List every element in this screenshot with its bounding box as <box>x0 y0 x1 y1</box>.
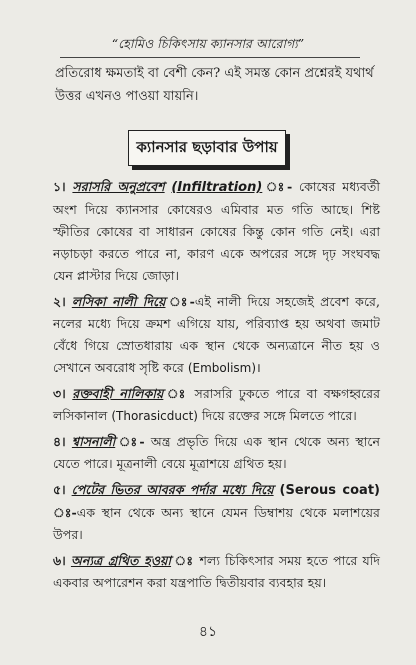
item-text-english: (Thorasicduct) <box>111 409 198 423</box>
header-rule <box>60 57 360 58</box>
list-item-4 <box>53 431 380 475</box>
item-term: সরাসরি অনুপ্রবেশ <box>72 179 165 194</box>
item-separator: ঃ- <box>115 434 145 449</box>
item-term: পেটের ভিতর আবরক পর্দার মধ্যে দিয়ে <box>71 482 274 497</box>
item-number: ৬। <box>53 553 66 568</box>
list-item-5 <box>53 479 380 546</box>
item-number: ৫। <box>53 482 66 497</box>
page-number: ৪১ <box>198 624 218 640</box>
list-item-2 <box>53 291 380 379</box>
item-number: ১। <box>53 179 66 194</box>
item-text-english: (Embolism) <box>187 361 257 375</box>
section-title: ক্যানসার ছড়াবার উপায় <box>128 130 286 166</box>
item-text: সরাসরি ঢুকতে পারে বা বক্ষগহ্বরের লসিকানাল <box>53 386 381 423</box>
item-term: শ্বাসনালী <box>71 434 116 449</box>
item-number: ২। <box>53 294 66 309</box>
item-term-english: (Infiltration) <box>171 180 263 195</box>
item-text-end: দিয়ে রক্তের সঙ্গে মিলতে পারে। <box>197 408 357 423</box>
item-term: লসিকা নালী দিয়ে <box>71 294 166 309</box>
item-text: কোষের মধ্যবর্তী অংশ দিয়ে ক্যানসার কোষেরও এমিবার মত গতি আছে। শিষ্ট স্ফীতির কোষের বা সাধারন কোষের কিন্তু কোন গতি নেই। এরা নড়াচড়া করতে পারে না, কারণ একে অপরের সঙ্গে দৃঢ় সংঘবদ্ধ যেন প্লাস্টার দিয়ে জোড়া। <box>53 179 380 283</box>
item-number: ৩। <box>53 386 66 401</box>
running-header: “হোমিও চিকিৎসায় ক্যানসার আরোগ্য” <box>111 36 305 51</box>
list-item-1 <box>53 176 380 287</box>
item-number: ৪। <box>53 434 66 449</box>
item-separator: ঃ <box>171 553 195 568</box>
item-separator: ঃ <box>163 386 188 401</box>
section-title-box <box>128 130 288 168</box>
item-separator: ঃ- <box>53 505 77 520</box>
list-item-3 <box>53 383 380 427</box>
item-text: এই নালী দিয়ে সহজেই প্রবেশ করে, নলের মধ্যে দিয়ে ক্রমশ এগিয়ে যায়, পরিব্যাপ্ত হয় অথবা জমাট বেঁধে গিয়ে স্রোতধারায় এক স্থান থেকে অন্যত্রানে নীত হয় ও সেখানে অবরোধ সৃষ্টি করে <box>53 294 380 375</box>
item-term-english: (Serous coat) <box>279 483 380 498</box>
item-text: শল্য চিকিৎসার সময় হতে পারে যদি একবার অপারেশন করা যন্ত্রপাতি দ্বিতীয়বার ব্যবহার হয়। <box>53 553 380 590</box>
item-separator: ঃ- <box>165 294 195 309</box>
item-text: এক স্থান থেকে অন্য স্থানে যেমন ডিম্বাশয় থেকে মলাশয়ের উপর। <box>53 505 380 542</box>
list-item-6 <box>53 550 380 594</box>
item-term: রক্তবাহী নালিকায় <box>72 386 164 401</box>
item-term: অন্যত্র গ্রথিত হওয়া <box>70 553 172 568</box>
item-text-end: । <box>256 360 261 375</box>
intro-paragraph: প্রতিরোধ ক্ষমতাই বা বেশী কেন? এই সমস্ত কোন প্রশ্নেরই যথার্থ উত্তর এখনও পাওয়া যায়নি। <box>55 66 374 104</box>
item-text: অন্ত্র প্রভৃতি দিয়ে এক স্থান থেকে অন্য স্থানে যেতে পারে। মূত্রনালী বেয়ে মূত্রাশয়ে গ্রথিত হয়। <box>53 434 380 471</box>
spread-methods-list <box>53 176 380 598</box>
item-separator: ঃ- <box>262 179 293 194</box>
